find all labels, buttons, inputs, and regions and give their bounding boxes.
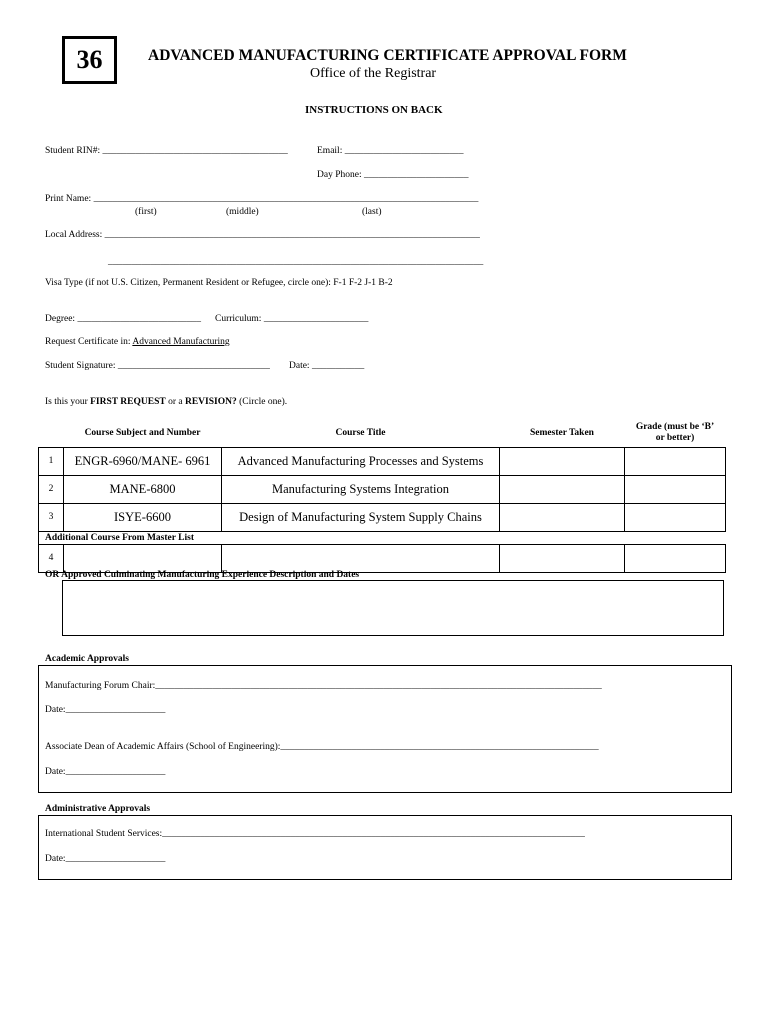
administrative-approvals-label: Administrative Approvals: [45, 804, 151, 814]
day-phone-field[interactable]: ______________________: [363, 170, 469, 180]
degree-label: Degree:: [45, 314, 76, 324]
forum-chair-signature-field[interactable]: ______________________________________________________________________________________________: [155, 681, 602, 691]
grade-field[interactable]: [625, 503, 726, 531]
additional-course-label: Additional Course From Master List: [39, 531, 726, 544]
student-signature-field[interactable]: ________________________________: [117, 361, 270, 371]
header-title: Course Title: [335, 428, 386, 439]
name-middle-caption: (middle): [226, 207, 259, 217]
request-certificate-value: Advanced Manufacturing: [132, 337, 230, 347]
name-last-caption: (last): [362, 207, 382, 217]
forum-chair-date-row: [45, 705, 165, 715]
grade-field[interactable]: [625, 544, 726, 572]
table-row: [39, 447, 726, 475]
day-phone-row: [317, 170, 468, 180]
curriculum-field[interactable]: ______________________: [263, 314, 369, 324]
course-subject: ISYE-6600: [64, 503, 222, 531]
forum-chair-row: [45, 681, 602, 691]
request-certificate-label: Request Certificate in:: [45, 337, 131, 347]
associate-dean-row: [45, 742, 599, 752]
forum-chair-date-label: Date:: [45, 705, 66, 715]
semester-taken-field[interactable]: [500, 447, 625, 475]
semester-taken-field[interactable]: [500, 475, 625, 503]
table-row: [39, 475, 726, 503]
student-rin-label: Student RIN#:: [45, 146, 101, 156]
iss-label: International Student Services:: [45, 829, 163, 839]
row-number: 1: [39, 447, 64, 475]
email-label: Email:: [317, 146, 343, 156]
row-number: 4: [39, 544, 64, 572]
form-title: ADVANCED MANUFACTURING CERTIFICATE APPROVAL FORM: [148, 47, 627, 64]
first-request-option[interactable]: FIRST REQUEST: [90, 397, 166, 407]
student-rin-field[interactable]: _______________________________________: [102, 146, 288, 156]
iss-signature-field[interactable]: _________________________________________________________________________________________: [162, 829, 585, 839]
signature-date-row: [289, 361, 364, 371]
course-subject: ENGR-6960/MANE- 6961: [64, 447, 222, 475]
associate-dean-signature-field[interactable]: ___________________________________________________________________: [280, 742, 599, 752]
administrative-approvals-box: [38, 815, 732, 880]
local-address-label: Local Address:: [45, 230, 103, 240]
associate-dean-date-label: Date:: [45, 767, 66, 777]
degree-row: [45, 314, 201, 324]
student-rin-row: [45, 146, 288, 156]
name-first-caption: (first): [135, 207, 157, 217]
iss-date-field[interactable]: _____________________: [65, 854, 166, 864]
form-number-box: [62, 36, 117, 84]
row-number: 3: [39, 503, 64, 531]
semester-taken-field[interactable]: [500, 544, 625, 572]
request-certificate-row: [45, 337, 230, 347]
culminating-experience-label: OR Approved Culminating Manufacturing Experience Description and Dates: [45, 570, 360, 580]
form-number: 36: [76, 45, 103, 74]
culminating-experience-field[interactable]: [62, 580, 724, 636]
first-request-text-pre: Is this your: [45, 397, 91, 407]
day-phone-label: Day Phone:: [317, 170, 362, 180]
student-signature-row: [45, 361, 270, 371]
print-name-field[interactable]: _________________________________________________________________________________: [93, 194, 479, 204]
forum-chair-date-field[interactable]: _____________________: [65, 705, 166, 715]
first-request-text-post: (Circle one).: [236, 397, 288, 407]
print-name-label: Print Name:: [45, 194, 92, 204]
header-semester: Semester Taken: [530, 428, 594, 439]
header-num: [39, 420, 64, 447]
course-title: Advanced Manufacturing Processes and Systems: [222, 447, 500, 475]
grade-field[interactable]: [625, 447, 726, 475]
signature-date-label: Date:: [289, 361, 310, 371]
course-title: Manufacturing Systems Integration: [222, 475, 500, 503]
first-request-text-mid: or a: [165, 397, 185, 407]
email-field[interactable]: _________________________: [344, 146, 464, 156]
print-name-row: [45, 194, 478, 204]
curriculum-label: Curriculum:: [215, 314, 262, 324]
iss-date-label: Date:: [45, 854, 66, 864]
associate-dean-label: Associate Dean of Academic Affairs (School of Engineering):: [45, 742, 281, 752]
additional-course-title-field[interactable]: [222, 544, 500, 572]
instructions-note: INSTRUCTIONS ON BACK: [305, 104, 443, 116]
iss-date-row: [45, 854, 165, 864]
additional-course-label-row: [39, 531, 726, 544]
courses-table: [38, 420, 726, 573]
student-signature-label: Student Signature:: [45, 361, 116, 371]
additional-course-subject-field[interactable]: [64, 544, 222, 572]
associate-dean-date-row: [45, 767, 165, 777]
iss-row: [45, 829, 585, 839]
local-address-field-2[interactable]: _______________________________________________________________________________: [108, 257, 484, 267]
courses-header-row: [39, 420, 726, 447]
revision-option[interactable]: REVISION?: [184, 397, 237, 407]
local-address-row: [45, 230, 480, 240]
forum-chair-label: Manufacturing Forum Chair:: [45, 681, 156, 691]
semester-taken-field[interactable]: [500, 503, 625, 531]
first-request-question: [45, 397, 287, 407]
table-row: [39, 544, 726, 572]
header-grade: Grade (must be ‘B’ or better): [635, 422, 715, 444]
grade-field[interactable]: [625, 475, 726, 503]
academic-approvals-label: Academic Approvals: [45, 654, 130, 664]
header-subject: Course Subject and Number: [84, 428, 201, 439]
signature-date-field[interactable]: ___________: [311, 361, 365, 371]
curriculum-row: [215, 314, 368, 324]
course-subject: MANE-6800: [64, 475, 222, 503]
associate-dean-date-field[interactable]: _____________________: [65, 767, 166, 777]
visa-type-line: Visa Type (if not U.S. Citizen, Permanent Resident or Refugee, circle one): F-1 F-2 J-1 B-2: [45, 278, 393, 288]
degree-field[interactable]: __________________________: [77, 314, 201, 324]
email-row: [317, 146, 463, 156]
row-number: 2: [39, 475, 64, 503]
course-title: Design of Manufacturing System Supply Chains: [222, 503, 500, 531]
form-subtitle: Office of the Registrar: [310, 66, 437, 81]
table-row: [39, 503, 726, 531]
local-address-field[interactable]: _______________________________________________________________________________: [104, 230, 480, 240]
